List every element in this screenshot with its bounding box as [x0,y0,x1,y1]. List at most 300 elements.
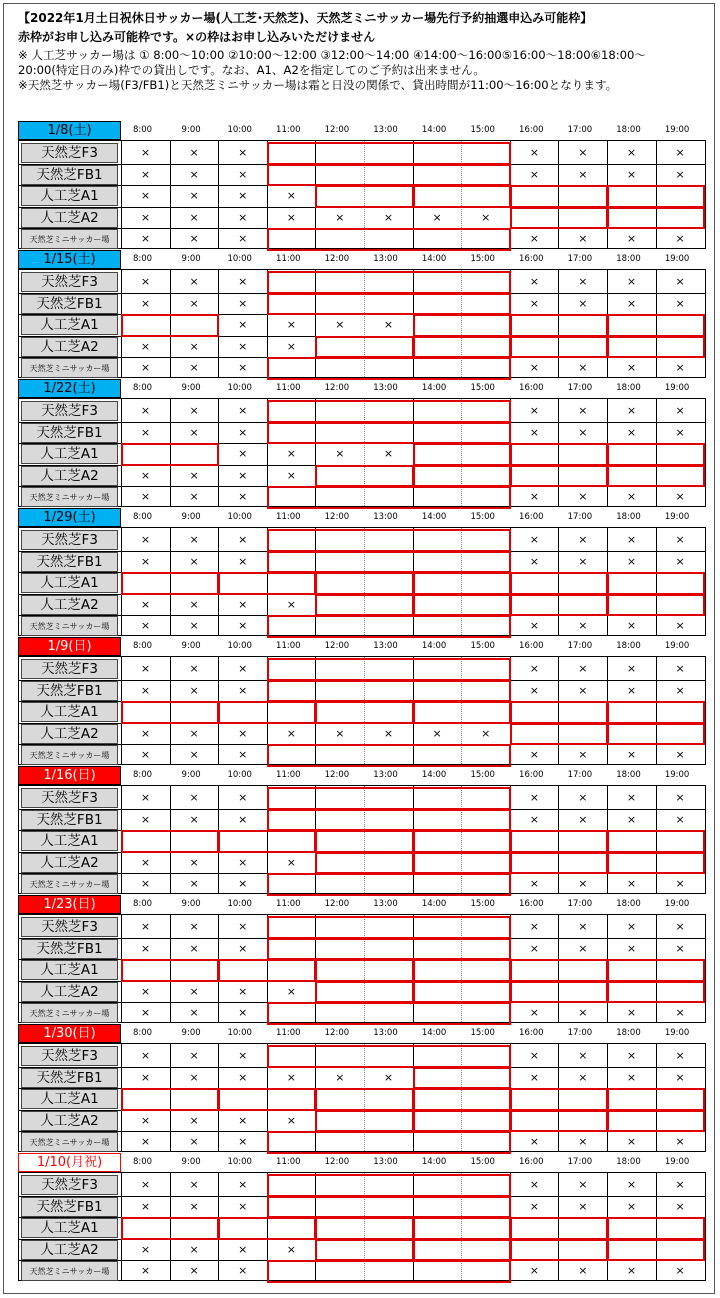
time-label: 19:00 [664,254,690,264]
unavailable-mark: × [578,748,588,761]
time-label: 8:00 [132,641,153,651]
available-frame [218,1217,316,1240]
available-frame [510,1110,608,1133]
unavailable-mark: × [140,361,151,374]
time-label: 12:00 [324,1157,350,1167]
unavailable-mark: × [189,490,199,503]
time-label: 13:00 [373,512,398,522]
day-block [18,1024,706,1152]
available-frame [315,701,413,724]
unavailable-mark: × [335,210,345,224]
unavailable-mark: × [140,726,151,740]
unavailable-mark: × [140,275,151,288]
unavailable-mark: × [675,425,685,439]
available-frame [510,185,608,208]
schedule-grid [18,140,706,249]
time-label: 16:00 [519,1028,544,1038]
unavailable-mark: × [675,619,685,632]
facility-label: 人工芝A1 [21,831,118,851]
available-frame [413,959,511,982]
facility-label: 天然芝FB1 [21,165,118,185]
available-frame [121,1217,219,1240]
unavailable-mark: × [529,791,539,804]
available-frame [121,701,219,724]
unavailable-mark: × [238,748,248,761]
unavailable-mark: × [140,877,151,890]
available-frame [315,572,413,595]
facility-label: 天然芝FB1 [21,423,118,443]
unavailable-mark: × [578,662,588,675]
unavailable-mark: × [529,554,539,568]
facility-label: 天然芝FB1 [21,552,118,572]
available-frame [315,465,413,488]
unavailable-mark: × [238,791,248,804]
unavailable-mark: × [578,296,588,310]
unavailable-mark: × [675,533,685,546]
time-label: 18:00 [616,1028,641,1038]
header-note-line2: 20:00(特定日のみ)枠での貸出しです。なお、A1、A2を指定してのご予約は出来ません。 [18,63,486,77]
unavailable-mark: × [140,791,151,804]
unavailable-mark: × [238,189,248,202]
facility-label: 人工芝A2 [21,724,118,744]
unavailable-mark: × [238,167,248,181]
unavailable-mark: × [238,468,248,482]
available-frame [607,852,705,875]
unavailable-mark: × [578,232,588,245]
time-label: 13:00 [373,1157,398,1167]
time-label: 19:00 [664,899,690,909]
unavailable-mark: × [675,748,685,761]
unavailable-mark: × [626,1264,637,1277]
unavailable-mark: × [626,941,637,955]
unavailable-mark: × [286,597,296,611]
time-label: 14:00 [421,512,447,522]
available-frame [267,486,511,509]
unavailable-mark: × [189,619,199,632]
time-label: 8:00 [132,770,153,780]
unavailable-mark: × [286,189,296,202]
available-frame [607,1110,705,1133]
facility-label: 天然芝ミニサッカー場 [21,1003,118,1023]
available-frame [510,465,608,488]
unavailable-mark: × [286,468,296,482]
date-label: 1/8(土) [18,121,121,140]
available-frame [267,400,511,423]
unavailable-mark: × [238,146,248,159]
facility-label: 天然芝ミニサッカー場 [21,358,118,378]
facility-label: 天然芝FB1 [21,681,118,701]
day-block [18,766,706,894]
time-label: 12:00 [324,383,350,393]
time-label: 16:00 [519,641,544,651]
available-frame [315,1088,413,1111]
time-label: 14:00 [421,899,447,909]
unavailable-mark: × [529,1264,539,1277]
time-label: 17:00 [567,1028,593,1038]
available-frame [267,228,511,251]
unavailable-mark: × [675,1049,685,1062]
unavailable-mark: × [675,296,685,310]
unavailable-mark: × [140,984,151,998]
time-label: 15:00 [470,512,495,522]
unavailable-mark: × [529,167,539,181]
available-frame [607,959,705,982]
unavailable-mark: × [529,683,539,697]
available-frame [510,443,608,466]
facility-label: 天然芝FB1 [21,939,118,959]
available-frame [413,701,511,724]
available-frame [267,551,511,574]
time-label: 16:00 [519,1157,544,1167]
available-frame [315,852,413,875]
time-label: 19:00 [664,512,690,522]
unavailable-mark: × [189,748,199,761]
unavailable-mark: × [335,447,345,460]
unavailable-mark: × [578,533,588,546]
unavailable-mark: × [189,533,199,546]
facility-label: 人工芝A2 [21,337,118,357]
unavailable-mark: × [529,941,539,955]
time-label: 15:00 [470,770,495,780]
unavailable-mark: × [189,855,199,869]
available-frame [607,336,705,359]
unavailable-mark: × [529,920,539,933]
unavailable-mark: × [626,812,637,826]
unavailable-mark: × [238,296,248,310]
unavailable-mark: × [238,1199,248,1213]
available-frame [315,1217,413,1240]
unavailable-mark: × [626,1049,637,1062]
time-label: 10:00 [227,1028,252,1038]
time-label: 18:00 [616,641,641,651]
available-frame [607,594,705,617]
date-label: 1/16(日) [18,766,121,785]
unavailable-mark: × [189,339,199,353]
header-note-line1: ※ 人工芝サッカー場は ① 8:00～10:00 ②10:00～12:00 ③12:00～14:00 ④14:00～16:00⑤16:00～18:00⑥18:00～ [18,48,647,62]
unavailable-mark: × [529,490,539,503]
unavailable-mark: × [675,1135,685,1148]
unavailable-mark: × [383,1070,394,1084]
available-frame [607,723,705,746]
unavailable-mark: × [189,232,199,245]
unavailable-mark: × [675,167,685,181]
unavailable-mark: × [189,726,199,740]
available-frame [315,1239,413,1262]
time-label: 13:00 [373,125,398,135]
day-block [18,637,706,765]
time-label: 17:00 [567,1157,593,1167]
unavailable-mark: × [189,791,199,804]
facility-label: 天然芝F3 [21,401,118,421]
time-label: 8:00 [132,254,153,264]
unavailable-mark: × [238,1178,248,1191]
time-label: 18:00 [616,770,641,780]
unavailable-mark: × [626,791,637,804]
unavailable-mark: × [140,1178,151,1191]
available-frame [607,1217,705,1240]
date-label: 1/30(日) [18,1024,121,1043]
unavailable-mark: × [286,726,296,740]
available-frame [510,1239,608,1262]
time-label: 19:00 [664,770,690,780]
available-frame [121,572,219,595]
header-subtitle: 赤枠がお申し込み可能枠です。×の枠はお申し込みいただけません [18,30,376,44]
unavailable-mark: × [675,275,685,288]
unavailable-mark: × [189,1006,199,1019]
available-frame [267,271,511,294]
time-label: 16:00 [519,770,544,780]
time-label: 11:00 [276,512,301,522]
unavailable-mark: × [675,404,685,417]
time-label: 11:00 [276,1028,301,1038]
facility-label: 人工芝A1 [21,573,118,593]
unavailable-mark: × [578,167,588,181]
unavailable-mark: × [626,296,637,310]
unavailable-mark: × [432,210,442,224]
unavailable-mark: × [675,877,685,890]
unavailable-mark: × [529,1070,539,1084]
unavailable-mark: × [481,210,491,224]
unavailable-mark: × [189,189,199,202]
facility-label: 天然芝ミニサッカー場 [21,874,118,894]
available-frame [607,1239,705,1262]
unavailable-mark: × [238,275,248,288]
unavailable-mark: × [189,404,199,417]
unavailable-mark: × [140,146,151,159]
unavailable-mark: × [578,791,588,804]
facility-label: 人工芝A1 [21,1089,118,1109]
available-frame [413,1217,511,1240]
time-label: 18:00 [616,125,641,135]
unavailable-mark: × [189,1113,199,1127]
time-label: 18:00 [616,899,641,909]
unavailable-mark: × [140,1070,151,1084]
time-label: 16:00 [519,125,544,135]
unavailable-mark: × [238,533,248,546]
schedule-grid [18,527,706,636]
facility-label: 天然芝F3 [21,788,118,808]
facility-label: 人工芝A1 [21,186,118,206]
unavailable-mark: × [238,318,248,331]
unavailable-mark: × [238,1264,248,1277]
time-label: 14:00 [421,1028,447,1038]
available-frame [607,207,705,230]
time-label: 18:00 [616,254,641,264]
unavailable-mark: × [238,554,248,568]
unavailable-mark: × [189,1242,199,1256]
facility-label: 天然芝F3 [21,917,118,937]
unavailable-mark: × [578,1264,588,1277]
available-frame [413,1067,511,1090]
time-label: 19:00 [664,1028,690,1038]
facility-label: 天然芝F3 [21,1175,118,1195]
time-label: 9:00 [181,1028,201,1038]
unavailable-mark: × [578,275,588,288]
unavailable-mark: × [529,1135,539,1148]
unavailable-mark: × [238,425,248,439]
facility-label: 人工芝A2 [21,982,118,1002]
date-label: 1/9(日) [18,637,121,656]
unavailable-mark: × [529,877,539,890]
unavailable-mark: × [140,1242,151,1256]
available-frame [510,314,608,337]
time-label: 13:00 [373,254,398,264]
unavailable-mark: × [238,619,248,632]
unavailable-mark: × [238,855,248,869]
time-label: 11:00 [276,899,301,909]
unavailable-mark: × [189,1049,199,1062]
time-label: 17:00 [567,770,593,780]
unavailable-mark: × [578,1135,588,1148]
available-frame [607,572,705,595]
unavailable-mark: × [675,1070,685,1084]
available-frame [510,572,608,595]
unavailable-mark: × [529,146,539,159]
unavailable-mark: × [578,920,588,933]
unavailable-mark: × [140,619,151,632]
unavailable-mark: × [189,1070,199,1084]
unavailable-mark: × [238,812,248,826]
unavailable-mark: × [626,425,637,439]
unavailable-mark: × [383,447,394,460]
unavailable-mark: × [189,361,199,374]
unavailable-mark: × [140,339,151,353]
unavailable-mark: × [140,1199,151,1213]
unavailable-mark: × [675,361,685,374]
unavailable-mark: × [675,232,685,245]
available-frame [510,959,608,982]
unavailable-mark: × [286,1242,296,1256]
unavailable-mark: × [529,296,539,310]
facility-label: 人工芝A2 [21,595,118,615]
unavailable-mark: × [335,318,345,331]
available-frame [121,830,219,853]
unavailable-mark: × [140,167,151,181]
unavailable-mark: × [140,210,151,224]
unavailable-mark: × [626,232,637,245]
available-frame [315,185,413,208]
available-frame [315,959,413,982]
available-frame [413,443,511,466]
date-label: 1/10(月祝) [18,1153,121,1172]
available-frame [413,852,511,875]
time-label: 9:00 [181,383,201,393]
unavailable-mark: × [238,361,248,374]
facility-label: 天然芝FB1 [21,1197,118,1217]
day-block [18,379,706,507]
unavailable-mark: × [189,877,199,890]
time-label: 10:00 [227,125,252,135]
facility-label: 人工芝A2 [21,466,118,486]
unavailable-mark: × [675,683,685,697]
unavailable-mark: × [578,425,588,439]
time-label: 18:00 [616,1157,641,1167]
unavailable-mark: × [286,984,296,998]
date-label: 1/29(土) [18,508,121,527]
unavailable-mark: × [189,275,199,288]
unavailable-mark: × [286,1113,296,1127]
time-label: 10:00 [227,512,252,522]
facility-label: 天然芝ミニサッカー場 [21,616,118,636]
unavailable-mark: × [529,1178,539,1191]
unavailable-mark: × [238,726,248,740]
time-label: 10:00 [227,383,252,393]
available-frame [413,830,511,853]
available-frame [413,1110,511,1133]
available-frame [510,852,608,875]
unavailable-mark: × [189,597,199,611]
available-frame [510,981,608,1004]
available-frame [510,1217,608,1240]
unavailable-mark: × [578,404,588,417]
unavailable-mark: × [140,1135,151,1148]
schedule-grid [18,914,706,1023]
day-block [18,508,706,636]
unavailable-mark: × [481,726,491,740]
time-label: 19:00 [664,641,690,651]
unavailable-mark: × [578,941,588,955]
day-block [18,250,706,378]
available-frame [121,1088,219,1111]
unavailable-mark: × [189,210,199,224]
date-label: 1/15(土) [18,250,121,269]
date-label: 1/22(土) [18,379,121,398]
unavailable-mark: × [675,1264,685,1277]
unavailable-mark: × [189,554,199,568]
unavailable-mark: × [189,425,199,439]
available-frame [607,1088,705,1111]
available-frame [315,594,413,617]
unavailable-mark: × [626,554,637,568]
time-label: 16:00 [519,254,544,264]
unavailable-mark: × [140,1049,151,1062]
unavailable-mark: × [140,1264,151,1277]
time-label: 15:00 [470,254,495,264]
unavailable-mark: × [238,1242,248,1256]
unavailable-mark: × [578,683,588,697]
unavailable-mark: × [675,941,685,955]
available-frame [413,572,511,595]
time-label: 9:00 [181,641,201,651]
time-label: 11:00 [276,125,301,135]
available-frame [267,938,511,961]
unavailable-mark: × [140,1006,151,1019]
time-label: 19:00 [664,383,690,393]
facility-label: 天然芝FB1 [21,810,118,830]
facility-label: 天然芝ミニサッカー場 [21,487,118,507]
unavailable-mark: × [626,1178,637,1191]
facility-label: 天然芝F3 [21,143,118,163]
unavailable-mark: × [140,468,151,482]
unavailable-mark: × [140,189,151,202]
unavailable-mark: × [189,296,199,310]
unavailable-mark: × [578,1178,588,1191]
unavailable-mark: × [140,855,151,869]
unavailable-mark: × [626,1006,637,1019]
available-frame [315,981,413,1004]
available-frame [315,336,413,359]
unavailable-mark: × [578,877,588,890]
available-frame [121,959,219,982]
unavailable-mark: × [626,877,637,890]
unavailable-mark: × [189,1178,199,1191]
available-frame [413,1239,511,1262]
time-label: 10:00 [227,254,252,264]
time-label: 15:00 [470,899,495,909]
available-frame [267,164,511,187]
facility-label: 人工芝A1 [21,960,118,980]
time-label: 8:00 [132,512,153,522]
